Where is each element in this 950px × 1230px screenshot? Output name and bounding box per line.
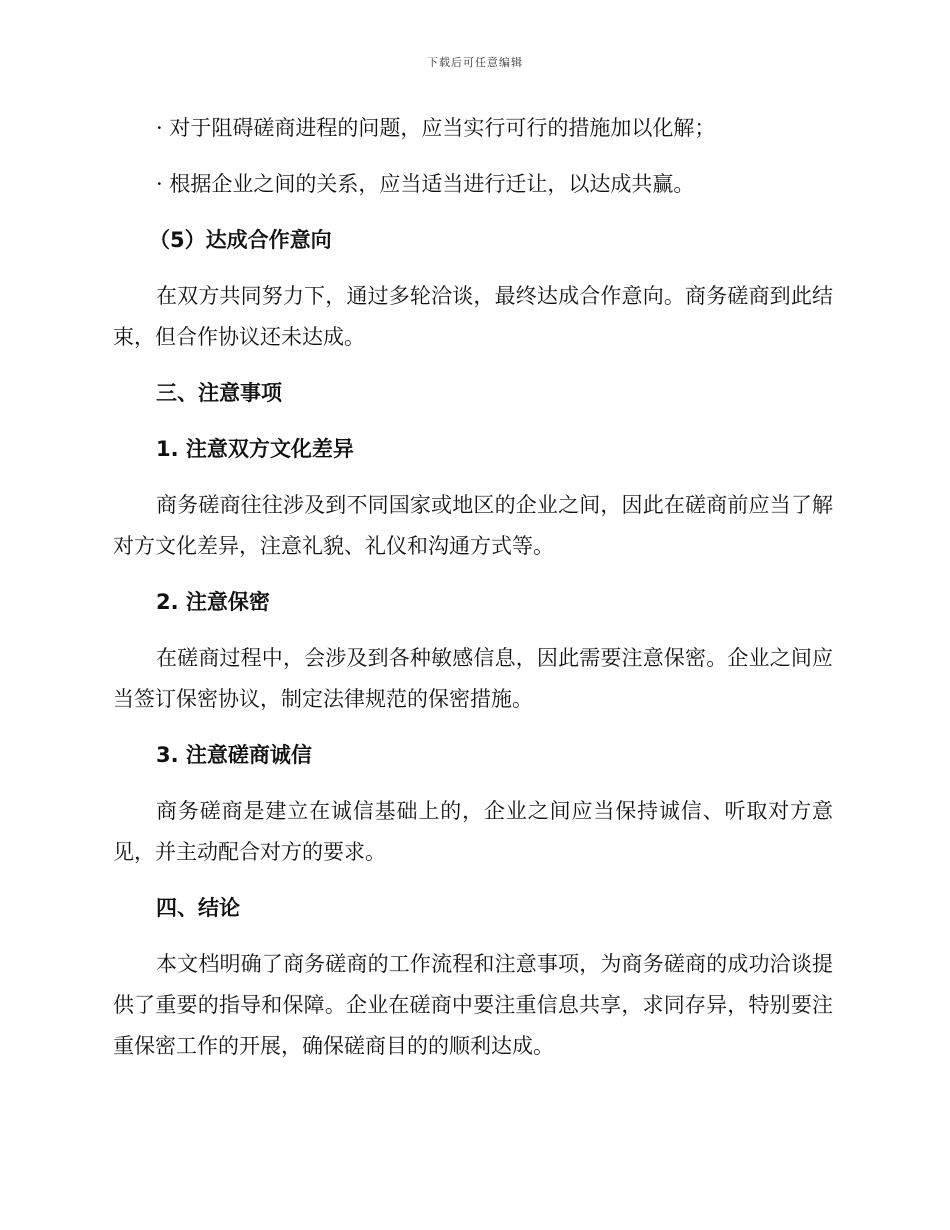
page-header: 下载后可任意编辑 — [427, 56, 523, 69]
heading-section-3: 三、注意事项 — [156, 381, 282, 405]
bullet-item: · 根据企业之间的关系，应当适当进行迁让，以达成共赢。 — [156, 172, 695, 196]
paragraph-step-5: 在双方共同努力下，通过多轮洽谈，最终达成合作意向。商务磋商到此结束，但合作协议还未达成。 — [113, 284, 833, 349]
heading-3-2: 2. 注意保密 — [156, 590, 270, 614]
paragraph-3-1: 商务磋商往往涉及到不同国家或地区的企业之间，因此在磋商前应当了解对方文化差异，注意礼貌、礼仪和沟通方式等。 — [113, 493, 833, 558]
document-body — [113, 108, 833, 1082]
heading-step-5: （5）达成合作意向 — [149, 228, 332, 252]
paragraph-section-4: 本文档明确了商务磋商的工作流程和注意事项，为商务磋商的成功洽谈提供了重要的指导和保障。企业在磋商中要注重信息共享，求同存异，特别要注重保密工作的开展，确保磋商目的的顺利达成。 — [113, 952, 833, 1058]
heading-3-3: 3. 注意磋商诚信 — [156, 743, 312, 767]
heading-3-1: 1. 注意双方文化差异 — [156, 437, 354, 461]
paragraph-3-3: 商务磋商是建立在诚信基础上的，企业之间应当保持诚信、听取对方意见，并主动配合对方的要求。 — [113, 799, 833, 864]
paragraph-3-2: 在磋商过程中，会涉及到各种敏感信息，因此需要注意保密。企业之间应当签订保密协议，制定法律规范的保密措施。 — [113, 646, 833, 711]
bullet-item: · 对于阻碍磋商进程的问题，应当实行可行的措施加以化解； — [156, 116, 716, 140]
heading-section-4: 四、结论 — [156, 896, 240, 920]
